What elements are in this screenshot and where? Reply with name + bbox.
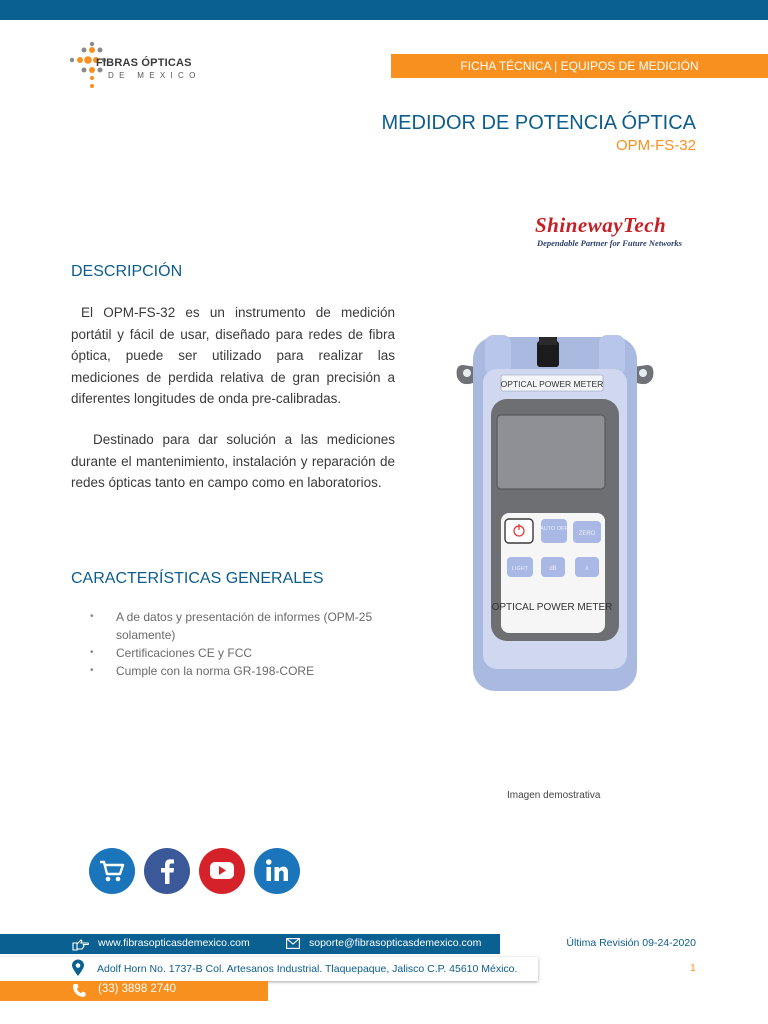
address-text: Adolf Horn No. 1737-B Col. Artesanos Industrial. Tlaquepaque, Jalisco C.P. 45610 México.	[97, 963, 518, 975]
device-top-label: OPTICAL POWER METER	[500, 379, 604, 389]
logo-subname: DE MEXICO	[108, 71, 201, 80]
email-link[interactable]: soporte@fibrasopticasdemexico.com	[309, 937, 482, 949]
website-link[interactable]: www.fibrasopticasdemexico.com	[98, 937, 250, 949]
youtube-icon[interactable]	[199, 848, 245, 894]
list-item: • Certificaciones CE y FCC	[90, 646, 253, 660]
list-item: • A de datos y presentación de informes (OPM-25 solamente)	[90, 610, 373, 642]
top-bar	[0, 0, 768, 20]
list-item: • Cumple con la norma GR-198-CORE	[90, 664, 315, 678]
device-bottom-label: OPTICAL POWER METER	[491, 602, 613, 613]
description-paragraph-1: El OPM-FS-32 es un instrumento de medición portátil y fácil de usar, diseñado para redes de fibra óptica, puede ser utilizado para realizar las mediciones de perdida relativa de gran precisión a diferentes longitudes de onda pre-calibradas.	[71, 305, 395, 406]
revision-date: Última Revisión 09-24-2020	[566, 937, 696, 949]
hand-pointer-icon	[72, 937, 90, 951]
device-btn-lambda: λ	[585, 566, 589, 572]
description-heading: DESCRIPCIÓN	[71, 263, 183, 280]
device-btn-auto: AUTO OFF	[540, 526, 568, 532]
phone-text[interactable]: (33) 3898 2740	[98, 983, 177, 995]
facebook-icon[interactable]	[144, 848, 190, 894]
features-heading: CARACTERÍSTICAS GENERALES	[71, 570, 324, 587]
phone-icon	[72, 983, 86, 998]
ficha-banner: FICHA TÉCNICA | EQUIPOS DE MEDICIÓN	[391, 54, 768, 78]
device-btn-zero: ZERO	[578, 531, 596, 537]
brand-tagline: Dependable Partner for Future Networks	[537, 238, 682, 248]
description-paragraph-2: Destinado para dar solución a las mediciones durante el mantenimiento, instalación y reparación de redes ópticas tanto en campo como en laboratorios.	[71, 432, 395, 490]
envelope-icon	[286, 938, 300, 949]
bullet-icon: •	[90, 665, 94, 676]
logo-name: FIBRAS ÓPTICAS	[96, 57, 192, 69]
map-pin-icon	[71, 959, 85, 977]
product-title: MEDIDOR DE POTENCIA ÓPTICA	[381, 112, 696, 134]
features-list	[90, 608, 410, 680]
device-btn-light: LIGHT	[511, 566, 529, 572]
brand-logo: ShinewayTech	[535, 213, 667, 237]
device-btn-db: dB	[549, 566, 557, 572]
bullet-icon: •	[90, 647, 94, 658]
image-caption: Imagen demostrativa	[507, 790, 601, 801]
optical-power-meter-image	[455, 335, 655, 695]
product-model: OPM-FS-32	[615, 137, 696, 154]
page-number: 1	[690, 962, 696, 974]
cart-icon[interactable]	[89, 848, 135, 894]
linkedin-icon[interactable]	[254, 848, 300, 894]
bullet-icon: •	[90, 611, 94, 622]
